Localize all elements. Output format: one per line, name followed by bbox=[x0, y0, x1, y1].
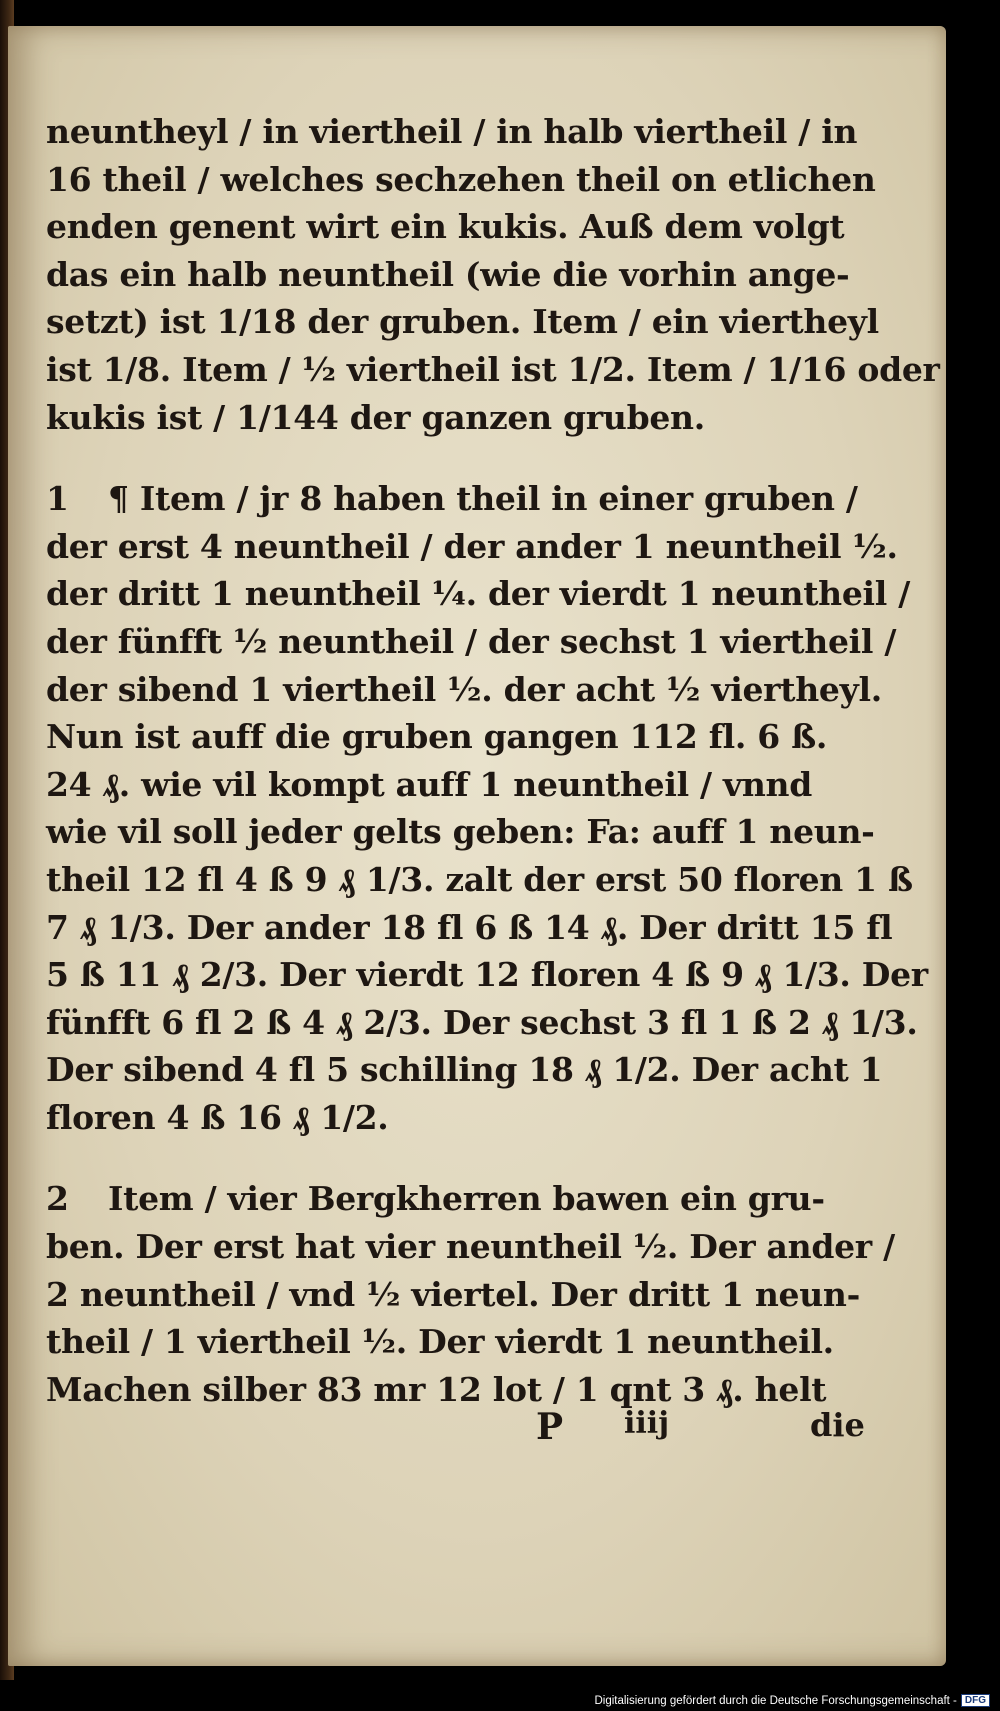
text-line: der dritt 1 neuntheil ¼. der vierdt 1 neuntheil / bbox=[46, 574, 910, 614]
text-line: der erst 4 neuntheil / der ander 1 neuntheil ½. bbox=[46, 526, 898, 566]
paragraph-intro bbox=[46, 108, 940, 441]
problem-number: 1 bbox=[46, 479, 69, 519]
text-line: setzt) ist 1/18 der gruben. Item / ein viertheyl bbox=[46, 302, 879, 342]
paragraph-gap bbox=[46, 441, 866, 475]
text-line: Nun ist auff die gruben gangen 112 fl. 6 ß. bbox=[46, 717, 828, 757]
text-line: 5 ß 11 ₰ 2/3. Der vierdt 12 floren 4 ß 9 ₰ 1/3. Der bbox=[46, 955, 928, 995]
problem-number: 2 bbox=[46, 1179, 69, 1219]
text-line: Machen silber 83 mr 12 lot / 1 qnt 3 ₰. helt bbox=[46, 1369, 827, 1409]
text-line: enden genent wirt ein kukis. Auß dem volgt bbox=[46, 207, 845, 247]
text-line: 24 ₰. wie vil kompt auff 1 neuntheil / vnnd bbox=[46, 764, 813, 804]
text-line-content: Item / vier Bergkherren bawen ein gru- bbox=[108, 1179, 825, 1219]
text-line: kukis ist / 1/144 der ganzen gruben. bbox=[46, 397, 705, 437]
paragraph-gap bbox=[46, 1141, 866, 1175]
signature-number: iiij bbox=[624, 1406, 670, 1441]
text-line: 2 neuntheil / vnd ½ viertel. Der dritt 1 neun- bbox=[46, 1274, 861, 1314]
catchword: die bbox=[810, 1406, 865, 1444]
signature-mark: P bbox=[536, 1406, 564, 1448]
text-line-content: ¶ Item / jr 8 haben theil in einer gruben / bbox=[108, 479, 858, 519]
paragraph-problem-1 bbox=[46, 475, 928, 1141]
text-line: neuntheyl / in viertheil / in halb viertheil / in bbox=[46, 112, 858, 151]
page-text bbox=[46, 108, 940, 1413]
text-line bbox=[46, 475, 866, 523]
text-line: 16 theil / welches sechzehen theil on etlichen bbox=[46, 159, 876, 199]
book-page bbox=[8, 26, 946, 1666]
paragraph-problem-2 bbox=[46, 1175, 895, 1413]
text-line: der sibend 1 viertheil ½. der acht ½ viertheyl. bbox=[46, 669, 882, 709]
text-line: ist 1/8. Item / ½ viertheil ist 1/2. Item / 1/16 oder bbox=[46, 349, 940, 389]
text-line: der fünfft ½ neuntheil / der sechst 1 viertheil / bbox=[46, 621, 897, 661]
text-line: wie vil soll jeder gelts geben: Fa: auff 1 neun- bbox=[46, 812, 875, 852]
text-line bbox=[46, 1175, 866, 1223]
text-line: das ein halb neuntheil (wie die vorhin ange- bbox=[46, 254, 850, 294]
funding-footer bbox=[594, 1694, 990, 1707]
text-line: ben. Der erst hat vier neuntheil ½. Der ander / bbox=[46, 1227, 895, 1267]
dfg-logo: DFG bbox=[961, 1694, 990, 1707]
text-line: theil / 1 viertheil ½. Der vierdt 1 neuntheil. bbox=[46, 1322, 834, 1362]
text-line: Der sibend 4 fl 5 schilling 18 ₰ 1/2. Der acht 1 bbox=[46, 1050, 883, 1090]
text-line: floren 4 ß 16 ₰ 1/2. bbox=[46, 1097, 389, 1137]
text-line: 7 ₰ 1/3. Der ander 18 fl 6 ß 14 ₰. Der dritt 15 fl bbox=[46, 907, 893, 947]
text-line: theil 12 fl 4 ß 9 ₰ 1/3. zalt der erst 50 floren 1 ß bbox=[46, 859, 913, 899]
text-line: fünfft 6 fl 2 ß 4 ₰ 2/3. Der sechst 3 fl 1 ß 2 ₰ 1/3. bbox=[46, 1002, 918, 1042]
funding-text: Digitalisierung gefördert durch die Deutsche Forschungsgemeinschaft - bbox=[594, 1694, 957, 1707]
